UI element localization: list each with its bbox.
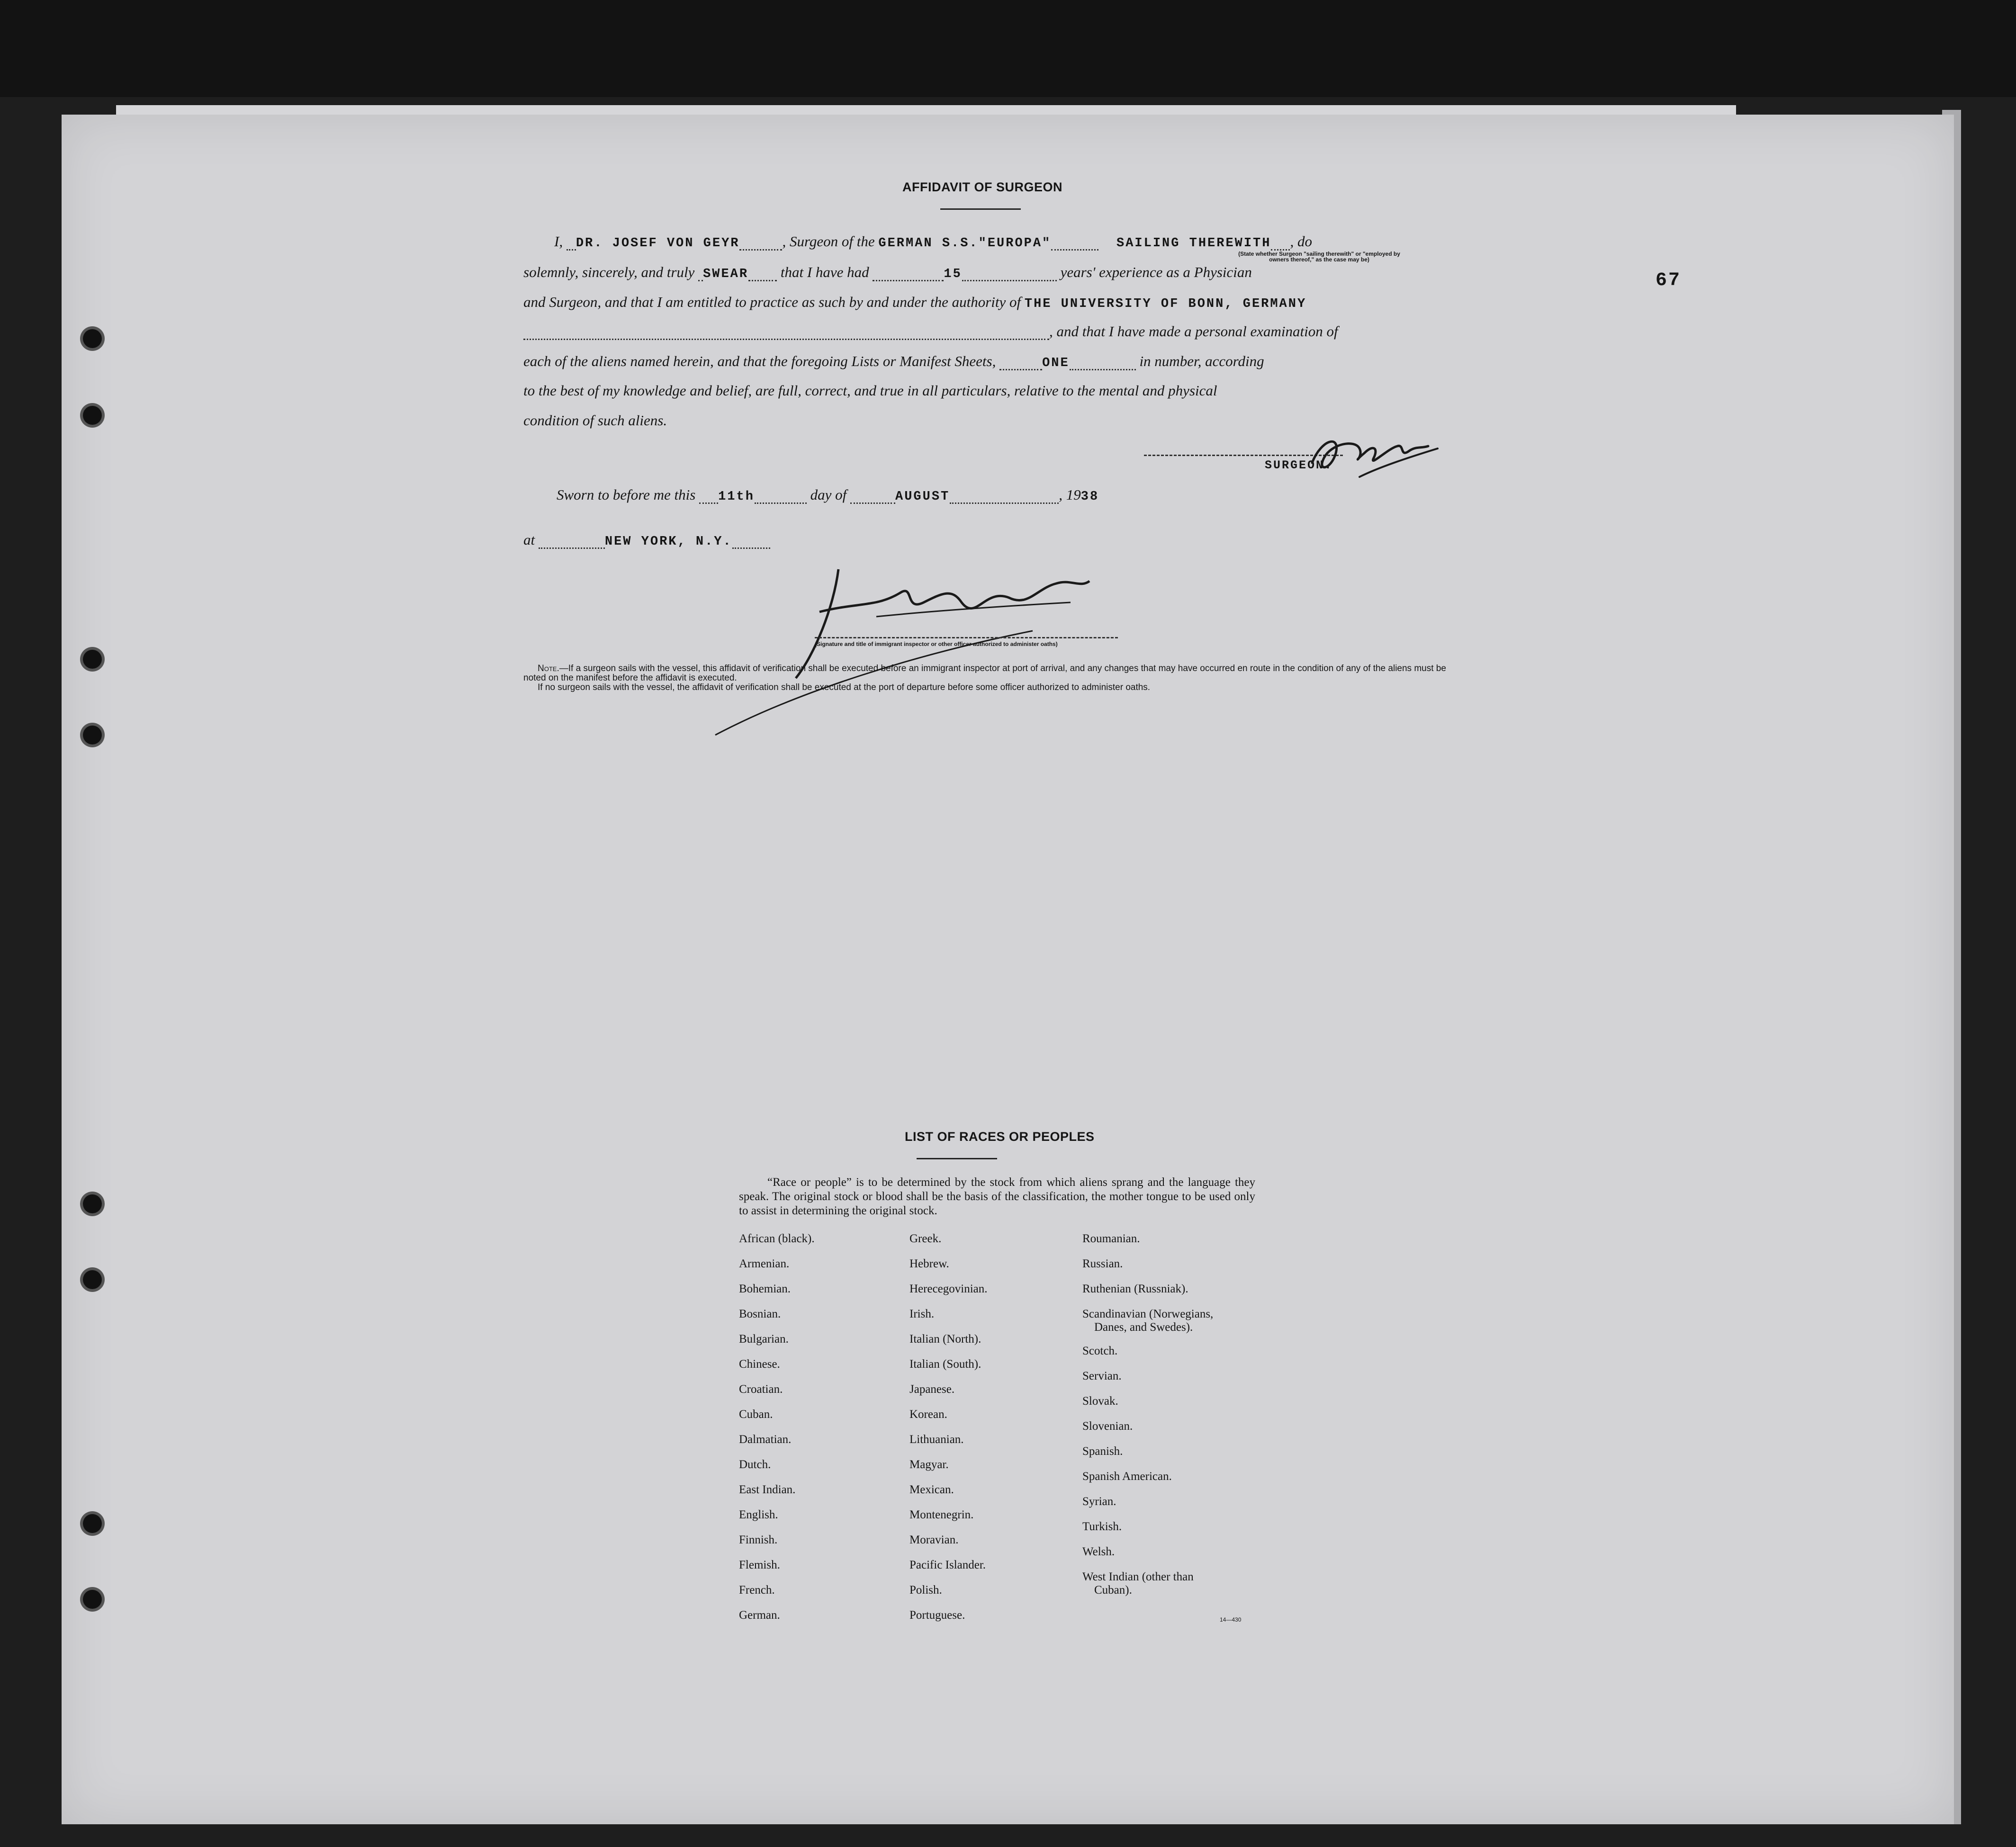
race-item: Roumanian. (1082, 1232, 1140, 1245)
race-item: Servian. (1082, 1370, 1122, 1382)
text: , and that I have made a personal examination of (1049, 323, 1338, 340)
text: , do (1290, 233, 1312, 250)
race-item: Scandinavian (Norwegians, (1082, 1308, 1214, 1320)
text: that I have had (780, 264, 869, 280)
race-item: Bohemian. (739, 1282, 791, 1295)
race-item: Armenian. (739, 1257, 790, 1270)
race-item: Syrian. (1082, 1495, 1116, 1508)
races-column-1 (739, 1232, 815, 1634)
race-item: Japanese. (909, 1383, 955, 1396)
affidavit-line-3 (523, 294, 1306, 311)
punch-hole (83, 650, 102, 669)
blank (999, 357, 1042, 370)
races-rule (917, 1158, 997, 1159)
sheets-count: ONE (1042, 356, 1070, 370)
race-item: Bosnian. (739, 1308, 781, 1320)
race-item: Lithuanian. (909, 1433, 964, 1446)
race-item: Moravian. (909, 1533, 959, 1546)
blank (850, 490, 895, 504)
text: I, (554, 233, 563, 250)
document-page (62, 115, 1954, 1824)
sworn-day: 11th (718, 490, 755, 504)
text: , 19 (1059, 486, 1081, 503)
race-item: Korean. (909, 1408, 947, 1421)
blank (698, 268, 703, 281)
surgeon-name: DR. JOSEF VON GEYR (576, 236, 740, 251)
race-item: Slovenian. (1082, 1420, 1133, 1433)
status-note: (State whether Surgeon "sailing therewith" or "employed by owners thereof," as the case may be) (1238, 251, 1400, 263)
form-number: 14—430 (1220, 1616, 1242, 1623)
sailing-status: SAILING THEREWITH (1116, 236, 1271, 251)
oath: SWEAR (703, 267, 749, 281)
races-intro: “Race or people” is to be determined by the stock from which aliens sprang and the language they speak. The original stock or blood shall be the basis of the classification, the mother tongue to be used only to assist in determining the original stock. (739, 1176, 1255, 1217)
race-item: German. (739, 1609, 780, 1622)
blank (567, 237, 576, 251)
punch-hole (83, 406, 102, 425)
race-item: Cuban. (739, 1408, 773, 1421)
blank (1070, 357, 1136, 370)
race-item: Dutch. (739, 1458, 771, 1471)
scan-dark-border (0, 0, 2016, 97)
note-text: —If a surgeon sails with the vessel, this affidavit of verification shall be executed before an immigrant inspector at port of arrival, and any changes that may have occurred en route in the condition of any of the aliens must be noted on the manifest before the affidavit is executed. (523, 663, 1446, 683)
race-item: Russian. (1082, 1257, 1123, 1270)
race-item: Mexican. (909, 1483, 954, 1496)
sworn-line (557, 486, 1099, 504)
race-item: Italian (South). (909, 1358, 981, 1371)
race-item: Finnish. (739, 1533, 778, 1546)
punch-hole (83, 1590, 102, 1609)
text: day of (810, 486, 847, 503)
race-item: Portuguese. (909, 1609, 965, 1622)
affidavit-line-4 (523, 323, 1338, 340)
race-item: Scotch. (1082, 1345, 1118, 1357)
signature-caption: (Signature and title of immigrant inspector or other officer authorized to administer oaths) (815, 641, 1058, 647)
race-item: Cuban). (1094, 1584, 1132, 1596)
race-item: West Indian (other than (1082, 1570, 1194, 1583)
affidavit-line-5 (523, 353, 1264, 370)
race-item: French. (739, 1584, 775, 1596)
blank (962, 268, 1057, 281)
race-item: Greek. (909, 1232, 942, 1245)
blank (1051, 237, 1098, 251)
race-item: Slovak. (1082, 1395, 1118, 1408)
text: years' experience as a Physician (1060, 264, 1252, 280)
race-item: Flemish. (739, 1559, 780, 1571)
race-item: Danes, and Swedes). (1094, 1321, 1193, 1334)
race-item: Welsh. (1082, 1545, 1115, 1558)
race-item: Montenegrin. (909, 1508, 974, 1521)
race-item: Herecegovinian. (909, 1282, 988, 1295)
text: at (523, 531, 535, 548)
text: and Surgeon, and that I am entitled to practice as such by and under the authority of (523, 294, 1021, 310)
blank (950, 490, 1059, 504)
text: solemnly, sincerely, and truly (523, 264, 695, 280)
race-item: Ruthenian (Russniak). (1082, 1282, 1188, 1295)
race-item: Chinese. (739, 1358, 780, 1371)
race-item: Polish. (909, 1584, 942, 1596)
blank (748, 268, 777, 281)
blank (1271, 237, 1290, 251)
punch-hole (83, 1514, 102, 1533)
blank (539, 535, 605, 549)
title-rule (940, 208, 1021, 210)
note-label: Note. (538, 663, 559, 673)
authority: THE UNIVERSITY OF BONN, GERMANY (1024, 297, 1307, 311)
race-item: Irish. (909, 1308, 935, 1320)
punch-hole (83, 1270, 102, 1289)
affidavit-title: AFFIDAVIT OF SURGEON (902, 180, 1062, 194)
sworn-month: AUGUST (895, 490, 950, 504)
surgeon-signature (1303, 420, 1445, 486)
race-item: Croatian. (739, 1383, 783, 1396)
inspector-signature-line (815, 637, 1118, 638)
race-item: Spanish. (1082, 1445, 1123, 1458)
ship-name: GERMAN S.S."EUROPA" (878, 236, 1052, 251)
page-number: 67 (1656, 270, 1682, 291)
races-title: LIST OF RACES OR PEOPLES (905, 1130, 1095, 1144)
race-item: Spanish American. (1082, 1470, 1172, 1483)
blank (739, 237, 782, 251)
race-item: Pacific Islander. (909, 1559, 986, 1571)
text: in number, according (1139, 353, 1264, 369)
race-item: Bulgarian. (739, 1333, 789, 1345)
affidavit-note (523, 664, 1466, 692)
blank (755, 490, 807, 504)
affidavit-line-2 (523, 264, 1252, 281)
race-item: Dalmatian. (739, 1433, 792, 1446)
race-item: Hebrew. (909, 1257, 949, 1270)
race-item: English. (739, 1508, 778, 1521)
note-text: If no surgeon sails with the vessel, the affidavit of verification shall be executed at the port of departure before some officer authorized to administer oaths. (538, 682, 1151, 692)
blank (523, 326, 1049, 340)
blank (873, 268, 944, 281)
affidavit-line-1 (554, 233, 1312, 251)
blank (699, 490, 718, 504)
race-item: Magyar. (909, 1458, 949, 1471)
punch-hole (83, 1194, 102, 1213)
text: each of the aliens named herein, and that the foregoing Lists or Manifest Sheets, (523, 353, 996, 369)
place: NEW YORK, N.Y. (604, 535, 732, 549)
race-item: African (black). (739, 1232, 815, 1245)
punch-hole (83, 726, 102, 744)
surgeon-label: SURGEON. (1265, 458, 1333, 472)
text: , Surgeon of the (782, 233, 875, 250)
years: 15 (944, 267, 962, 281)
affidavit-line-7: condition of such aliens. (523, 412, 667, 429)
text: Sworn to before me this (557, 486, 696, 503)
sworn-year: 38 (1080, 490, 1099, 504)
race-item: Turkish. (1082, 1520, 1122, 1533)
race-item: East Indian. (739, 1483, 796, 1496)
punch-hole (83, 329, 102, 348)
races-column-3 (1082, 1232, 1213, 1598)
races-column-2 (909, 1232, 988, 1634)
affidavit-line-6: to the best of my knowledge and belief, are full, correct, and true in all particulars, relative to the mental and physical (523, 382, 1217, 399)
race-item: Italian (North). (909, 1333, 981, 1345)
